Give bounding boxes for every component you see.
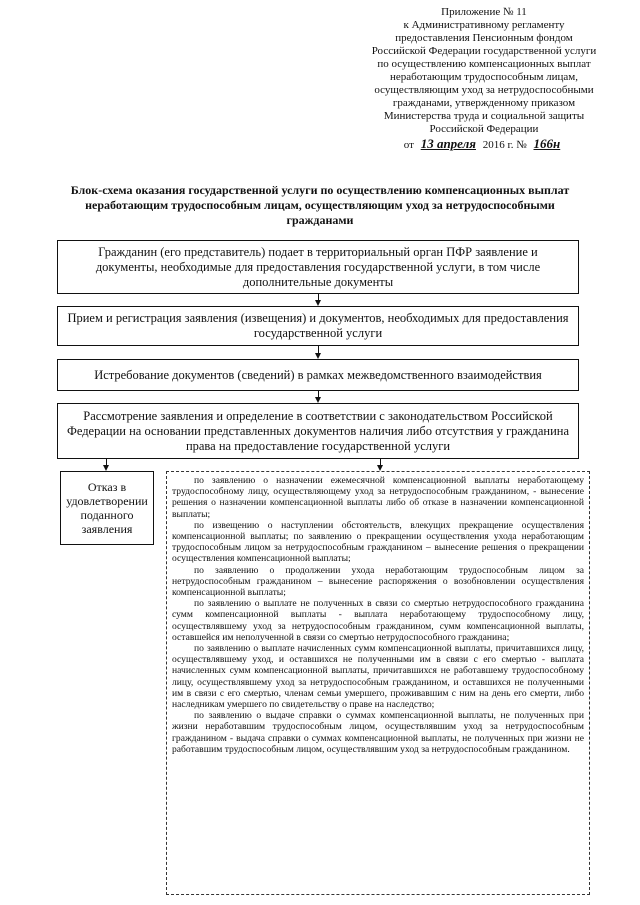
- appendix-line: гражданами, утвержденному приказом: [392, 97, 576, 109]
- appendix-line: Министерства труда и социальной защиты: [383, 110, 585, 122]
- appendix-line: предоставления Пенсионным фондом: [395, 32, 573, 44]
- appendix-line: неработающим трудоспособным лицам,: [389, 71, 579, 83]
- step-review-box: [57, 403, 579, 459]
- order-number: 166н: [533, 136, 561, 151]
- arrow-down: [318, 391, 319, 398]
- arrow-down-left: [106, 459, 107, 466]
- arrow-down: [318, 294, 319, 301]
- order-date-line: [340, 137, 628, 152]
- appendix-line: Российской Федерации: [429, 123, 539, 135]
- outcome-item: по заявлению о выдаче справки о суммах компенсационной выплаты, не полученных при жизни неработавшим трудоспособным лицом, осуществлявшим уход за нетрудоспособным гражданином - выдача справки о суммах компенсационной выплаты, не полученных при жизни не работавшим трудоспособным лицом, осуществлявшим уход за нетрудоспособным гражданином.: [172, 710, 584, 755]
- date-prefix: от: [403, 139, 414, 151]
- appendix-line: по осуществлению компенсационных выплат: [377, 58, 591, 70]
- appendix-line: осуществляющим уход за нетрудоспособными: [374, 84, 594, 96]
- arrow-down: [318, 346, 319, 354]
- step-text: Истребование документов (сведений) в рамках межведомственного взаимодействия: [94, 367, 542, 382]
- outcome-item: по заявлению о продолжении ухода неработающим трудоспособным лицом за нетрудоспособным гражданином – вынесение распоряжения о возобновлении осуществления компенсационной выплаты;: [172, 564, 584, 599]
- appendix-header: [340, 6, 628, 152]
- date-day-month: 13 апреля: [420, 136, 476, 151]
- appendix-line: к Административному регламенту: [403, 19, 565, 31]
- appendix-line: Российской Федерации государственной услуги: [371, 45, 597, 57]
- arrow-down-right: [380, 459, 381, 466]
- outcomes-box: [166, 471, 590, 895]
- outcome-item: по заявлению о выплате начисленных сумм компенсационной выплаты, причитавшихся лицу, осуществлявшему уход, и оставшихся не полученными им в связи с его смертью - выплата начисленных сумм компенсационной выплаты, причитавшихся не работавшему трудоспособному лицу, осуществлявшему уход за нетрудоспособным гражданином, и оставшихся не полученными им в связи с его смертью, членам семьи умершего, проживавшим с ним на день его смерти, либо наследникам умершего по свидетельству о праве на наследство;: [172, 643, 584, 711]
- outcome-item: по извещению о наступлении обстоятельств, влекущих прекращение осуществления компенсационной выплаты; по заявлению о прекращении осуществления ухода неработающим трудоспособным лицом за нетрудоспособным гражданином – вынесение решения о прекращении осуществления компенсационной выплаты;: [172, 519, 584, 565]
- date-year: 2016 г.: [482, 139, 514, 151]
- step-request-docs-box: [57, 359, 579, 391]
- step-text: Гражданин (его представитель) подает в территориальный орган ПФР заявление и документы, необходимые для предоставления государственной услуги, в том числе дополнительные документы: [95, 244, 541, 289]
- outcome-item: по заявлению о выплате не полученных в связи со смертью нетрудоспособного гражданина сумм компенсационной выплаты - выплата неработающему трудоспособному лицу, осуществлявшему уход за нетрудоспособным гражданином, сумм компенсационной выплаты, оставшейся им неполученной в связи со смертью нетрудоспособного гражданина;: [172, 598, 584, 643]
- step-text: Прием и регистрация заявления (извещения) и документов, необходимых для предоставления государственной услуги: [67, 311, 569, 340]
- flowchart-title: Блок-схема оказания государственной услуги по осуществлению компенсационных выплат неработающим трудоспособным лицам, осуществляющим уход за нетрудоспособными гражданами: [70, 183, 570, 227]
- refusal-box: [60, 471, 154, 545]
- outcome-item: по заявлению о назначении ежемесячной компенсационной выплаты неработающему трудоспособному лицу, осуществляющему уход за нетрудоспособным гражданином, - вынесение решения о назначении компенсационной выплаты либо об отказе в назначении компенсационной выплаты;: [172, 475, 584, 520]
- appendix-line: Приложение № 11: [441, 6, 527, 18]
- step-text: Рассмотрение заявления и определение в соответствии с законодательством Российской Федерации на основании представленных документов наличия либо отсутствия у гражданина права на предоставление государственной услуги: [66, 408, 570, 453]
- refusal-text: Отказ в удовлетворении поданного заявления: [66, 480, 148, 536]
- step-application-box: [57, 240, 579, 294]
- step-registration-box: [57, 306, 579, 346]
- number-sign: №: [516, 139, 527, 151]
